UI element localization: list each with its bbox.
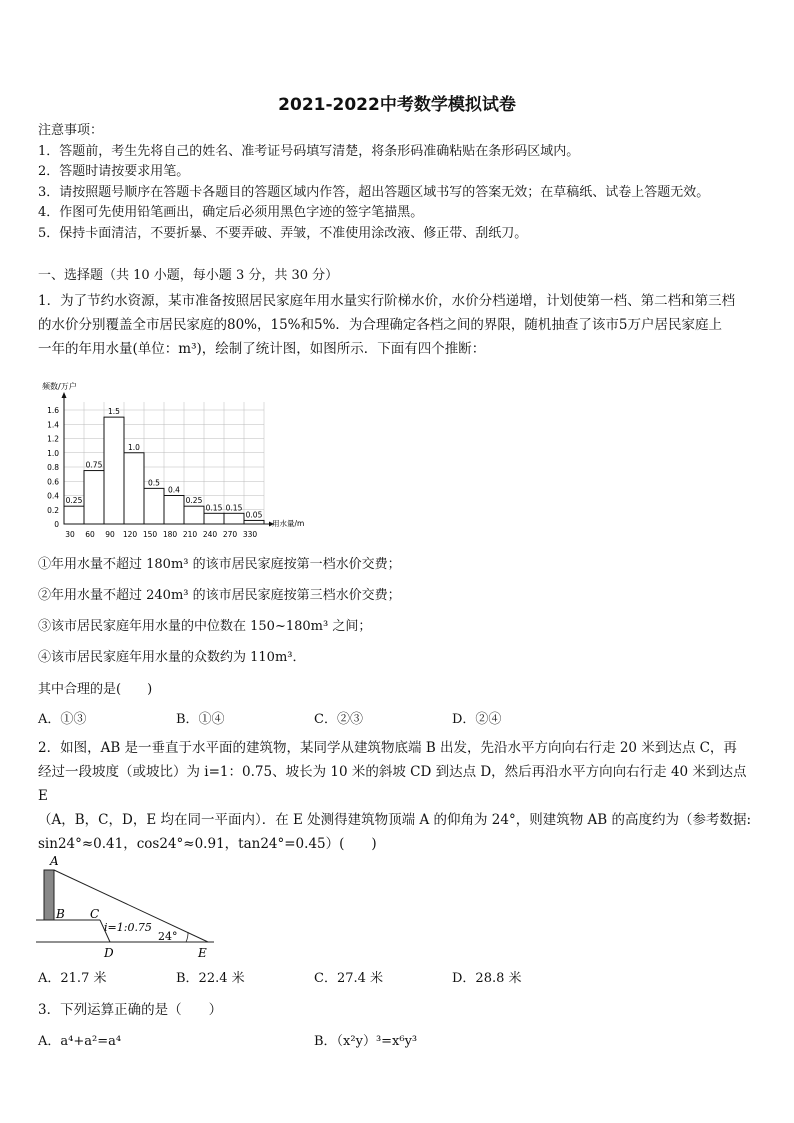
label-a: A <box>50 854 59 868</box>
question-3-stem: 3．下列运算正确的是（ ） <box>38 1002 223 1018</box>
histogram-bar <box>124 453 144 524</box>
histogram-bar <box>244 520 264 524</box>
question-1-line: 1．为了节约水资源，某市准备按照居民家庭年用水量实行阶梯水价，水价分档递增，计划使第一档、第二档和第三档 <box>38 293 736 309</box>
question-2-line: 2．如图，AB 是一垂直于水平面的建筑物，某同学从建筑物底端 B 出发，先沿水平方向向右行走 20 米到达点 C，再 <box>38 740 737 756</box>
y-tick-label: 0.2 <box>47 505 59 515</box>
histogram-bar <box>204 513 224 524</box>
section-title: 一、选择题（共 10 小题，每小题 3 分，共 30 分） <box>38 268 339 283</box>
question-2-line: 经过一段坡度（或坡比）为 i=1：0.75、坡长为 10 米的斜坡 CD 到达点 D，然后再沿水平方向向右行走 40 米到达点 E <box>38 764 747 804</box>
option-b[interactable]: B．（x²y）³=x⁶y³ <box>314 1034 418 1049</box>
question-1-options <box>38 708 758 728</box>
y-tick-label: 1.4 <box>47 420 59 430</box>
bar-value-label: 1.0 <box>128 442 140 452</box>
question-2-line: sin24°≈0.41，cos24°≈0.91，tan24°=0.45）( ) <box>38 836 377 852</box>
angle-arc <box>186 932 188 942</box>
y-tick-label: 1.6 <box>47 406 59 415</box>
x-tick-label: 240 <box>202 530 218 539</box>
x-tick-label: 180 <box>162 530 178 539</box>
question-1-stem <box>38 289 760 361</box>
label-c: C <box>90 907 100 921</box>
notice-item: 1．答题前，考生先将自己的姓名、准考证号码填写清楚，将条形码准确粘贴在条形码区域内。 <box>38 143 580 159</box>
question-1-line: 一年的年用水量(单位：m³)，绘制了统计图，如图所示．下面有四个推断： <box>38 341 486 357</box>
y-tick-label: 0 <box>54 520 59 529</box>
question-2-line: （A，B，C，D，E 均在同一平面内）．在 E 处测得建筑物顶端 A 的仰角为 24°，则建筑物 AB 的高度约为（参考数据: <box>38 812 752 828</box>
question-2-options <box>38 967 758 987</box>
bar-value-label: 0.25 <box>185 496 203 506</box>
histogram-bar <box>144 488 164 524</box>
histogram-bar <box>64 506 84 524</box>
option-c[interactable]: C．②③ <box>314 712 363 727</box>
option-c[interactable]: C．27.4 米 <box>314 971 384 986</box>
notice-item: 3．请按照题号顺序在答题卡各题目的答题区域内作答，超出答题区域书写的答案无效；在草稿纸、试卷上答题无效。 <box>38 184 710 200</box>
label-e: E <box>198 946 207 960</box>
option-b[interactable]: B．22.4 米 <box>176 971 245 986</box>
x-tick-label: 330 <box>242 530 258 539</box>
x-axis-label: 用水量/m <box>272 519 305 528</box>
histogram-bar <box>164 496 184 525</box>
building-ab <box>44 870 54 920</box>
y-tick-label: 0.4 <box>47 491 59 501</box>
notice-item: 5．保持卡面清洁，不要折暴、不要弄破、弄皱，不准使用涂改液、修正带、刮纸刀。 <box>38 225 528 241</box>
x-tick-label: 60 <box>85 530 95 539</box>
option-d[interactable]: D．②④ <box>452 712 502 727</box>
x-tick-label: 120 <box>122 530 138 539</box>
question-3-options <box>38 1030 758 1050</box>
question-1-line: 的水价分别覆盖全市居民家庭的80%，15%和5%．为合理确定各档之间的界限，随机抽查了该市5万户居民家庭上 <box>38 317 723 333</box>
question-1-ask: 其中合理的是( ) <box>38 682 153 697</box>
slope-label: i=1:0.75 <box>104 921 152 934</box>
bar-value-label: 0.15 <box>225 503 243 513</box>
histogram-bar <box>184 506 204 524</box>
histogram-bar <box>104 417 124 524</box>
label-b: B <box>56 907 65 921</box>
bar-value-label: 0.15 <box>205 503 223 513</box>
page-title: 2021-2022中考数学模拟试卷 <box>278 95 516 115</box>
notice-heading: 注意事项： <box>38 123 104 138</box>
x-tick-label: 30 <box>65 530 75 539</box>
statement-1: ①年用水量不超过 180m³ 的该市居民家庭按第一档水价交费； <box>38 557 401 572</box>
y-tick-label: 0.6 <box>47 477 59 487</box>
notice-item: 2．答题时请按要求用笔。 <box>38 164 190 179</box>
y-tick-label: 1.0 <box>47 448 59 458</box>
histogram-bar <box>84 471 104 524</box>
statement-2: ②年用水量不超过 240m³ 的该市居民家庭按第三档水价交费； <box>38 588 401 603</box>
x-tick-label: 90 <box>105 530 115 539</box>
bar-value-label: 0.75 <box>85 460 103 470</box>
histogram-bar <box>224 513 244 524</box>
option-b[interactable]: B．①④ <box>176 712 225 727</box>
option-a[interactable]: A．21.7 米 <box>38 971 107 986</box>
question-2-stem <box>38 736 760 856</box>
y-axis-label: 频数/万户 <box>42 382 77 391</box>
angle-label: 24° <box>158 930 178 943</box>
notice-block <box>38 121 768 244</box>
building-slope-figure <box>36 852 226 962</box>
bar-value-label: 0.25 <box>65 496 83 506</box>
x-tick-label: 150 <box>142 530 158 539</box>
y-axis-arrow <box>62 392 67 398</box>
option-d[interactable]: D．28.8 米 <box>452 971 522 986</box>
notice-item: 4．作图可先使用铅笔画出，确定后必须用黑色字迹的签字笔描黑。 <box>38 205 424 220</box>
x-tick-label: 210 <box>182 530 198 539</box>
statement-4: ④该市居民家庭年用水量的众数约为 110m³． <box>38 650 306 665</box>
water-usage-histogram <box>36 380 316 545</box>
option-a[interactable]: A．①③ <box>38 712 87 727</box>
y-tick-label: 1.2 <box>47 434 59 444</box>
bar-value-label: 0.05 <box>245 510 263 520</box>
label-d: D <box>104 946 114 960</box>
statement-3: ③该市居民家庭年用水量的中位数在 150~180m³ 之间； <box>38 619 372 634</box>
bar-value-label: 1.5 <box>108 407 120 417</box>
bar-value-label: 0.4 <box>168 485 180 495</box>
x-tick-label: 270 <box>222 530 238 539</box>
y-tick-label: 0.8 <box>47 463 59 472</box>
bar-value-label: 0.5 <box>148 478 160 488</box>
option-a[interactable]: A．a⁴+a²=a⁴ <box>38 1034 122 1049</box>
